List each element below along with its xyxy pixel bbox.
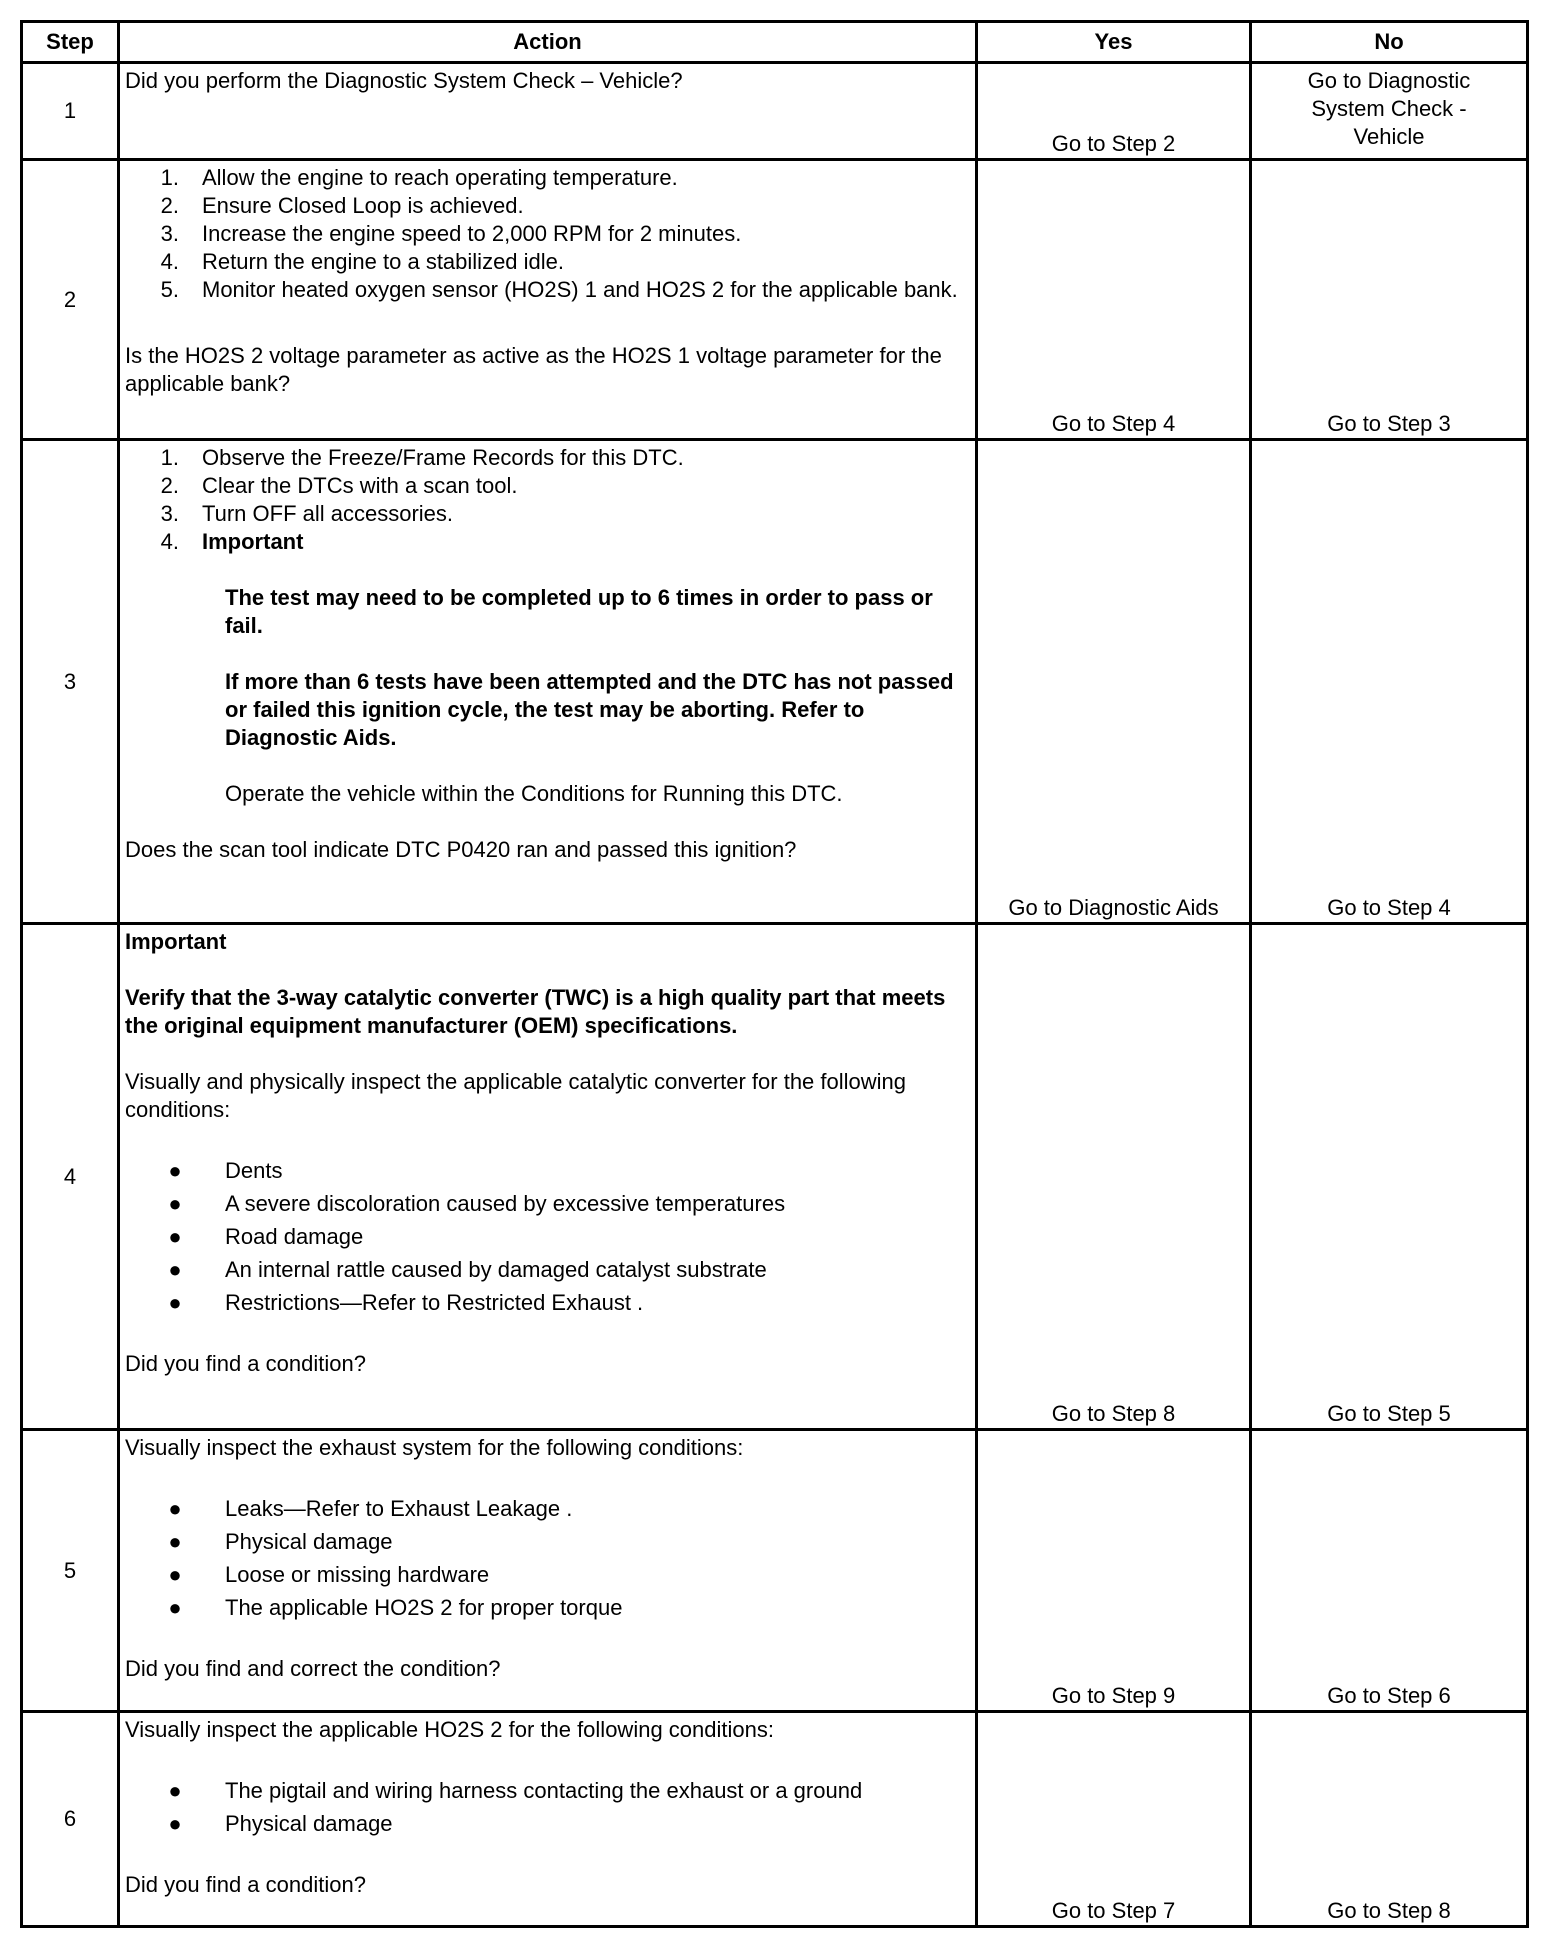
yes-cell: Go to Step 8 (977, 924, 1251, 1430)
list-item (125, 1495, 970, 1523)
item-text: Dents (225, 1158, 283, 1183)
bullet: ● (168, 1529, 182, 1554)
item-text: An internal rattle caused by damaged catalyst substrate (225, 1257, 767, 1282)
no-cell: Go to Step 4 (1251, 440, 1528, 924)
list-item (125, 500, 970, 528)
important-label: Important (202, 529, 304, 554)
step-number: 6 (22, 1712, 119, 1927)
item-number: 1. (160, 165, 179, 190)
item-number: 2. (160, 473, 179, 498)
action-cell (119, 160, 977, 440)
no-cell (1251, 63, 1528, 160)
step-number: 3 (22, 440, 119, 924)
header-action: Action (119, 22, 977, 63)
action-cell (119, 924, 977, 1430)
no-cell: Go to Step 8 (1251, 1712, 1528, 1927)
instruction: Visually and physically inspect the applicable catalytic converter for the following conditions: (125, 1069, 907, 1122)
table-row (22, 440, 1528, 924)
bullet: ● (168, 1595, 182, 1620)
bullet: ● (168, 1562, 182, 1587)
list-item (125, 444, 970, 472)
diagnostic-table (20, 20, 1529, 1928)
item-number: 3. (160, 501, 179, 526)
item-text: Monitor heated oxygen sensor (HO2S) 1 and HO2S 2 for the applicable bank. (202, 277, 958, 302)
item-text: Increase the engine speed to 2,000 RPM for 2 minutes. (202, 221, 742, 246)
list-item (125, 192, 970, 220)
operate-instruction: Operate the vehicle within the Conditions for Running this DTC. (225, 781, 843, 806)
item-text: Observe the Freeze/Frame Records for this DTC. (202, 445, 684, 470)
item-number: 5. (160, 277, 179, 302)
important-label: Important (125, 929, 227, 954)
yes-cell: Go to Step 4 (977, 160, 1251, 440)
header-no: No (1251, 22, 1528, 63)
yes-cell: Go to Step 2 (977, 63, 1251, 160)
question: Did you find a condition? (125, 1351, 366, 1376)
list-item (125, 1528, 970, 1556)
item-number: 4. (160, 249, 179, 274)
list-item (125, 1190, 970, 1218)
list-item (125, 1256, 970, 1284)
bullet: ● (168, 1191, 182, 1216)
question: Did you find and correct the condition? (125, 1656, 501, 1681)
instruction: Visually inspect the exhaust system for the following conditions: (125, 1435, 744, 1460)
list-item (125, 528, 970, 556)
item-text: Physical damage (225, 1529, 393, 1554)
item-text: Allow the engine to reach operating temperature. (202, 165, 678, 190)
item-text: A severe discoloration caused by excessive temperatures (225, 1191, 786, 1216)
item-text: Physical damage (225, 1811, 393, 1836)
step-number: 2 (22, 160, 119, 440)
no-cell: Go to Step 3 (1251, 160, 1528, 440)
header-step: Step (22, 22, 119, 63)
list-item (125, 220, 970, 248)
bullet: ● (168, 1496, 182, 1521)
table-row (22, 63, 1528, 160)
list-item (125, 276, 970, 304)
item-text: The applicable HO2S 2 for proper torque (225, 1595, 623, 1620)
list-item (125, 1289, 970, 1317)
item-text: Clear the DTCs with a scan tool. (202, 473, 518, 498)
item-text: Ensure Closed Loop is achieved. (202, 193, 524, 218)
list-item (125, 1777, 970, 1805)
item-number: 4. (160, 529, 179, 554)
bullet: ● (168, 1811, 182, 1836)
table-row (22, 1712, 1528, 1927)
list-item (125, 248, 970, 276)
yes-cell: Go to Diagnostic Aids (977, 440, 1251, 924)
step-number: 1 (22, 63, 119, 160)
important-note: The test may need to be completed up to 6 times in order to pass or fail. (225, 585, 933, 638)
bullet: ● (168, 1158, 182, 1183)
item-text: Restrictions—Refer to Restricted Exhaust . (225, 1290, 644, 1315)
question: Does the scan tool indicate DTC P0420 ran and passed this ignition? (125, 837, 797, 862)
item-text: Road damage (225, 1224, 364, 1249)
yes-cell: Go to Step 7 (977, 1712, 1251, 1927)
step-number: 5 (22, 1430, 119, 1712)
yes-cell: Go to Step 9 (977, 1430, 1251, 1712)
list-item (125, 1810, 970, 1838)
item-number: 3. (160, 221, 179, 246)
item-text: Leaks—Refer to Exhaust Leakage . (225, 1496, 573, 1521)
no-text: Go to Diagnostic System Check - Vehicle (1307, 68, 1471, 149)
item-number: 1. (160, 445, 179, 470)
list-item (125, 1594, 970, 1622)
important-note: If more than 6 tests have been attempted and the DTC has not passed or failed this ignition cycle, the test may be aborting. Refer to Diagnostic Aids. (225, 669, 954, 750)
list-item (125, 1561, 970, 1589)
item-text: The pigtail and wiring harness contacting the exhaust or a ground (225, 1778, 863, 1803)
list-item (125, 472, 970, 500)
important-note: Verify that the 3-way catalytic converter (TWC) is a high quality part that meets the original equipment manufacturer (OEM) specifications. (125, 985, 946, 1038)
list-item (125, 1157, 970, 1185)
no-cell: Go to Step 5 (1251, 924, 1528, 1430)
action-cell (119, 440, 977, 924)
header-row (22, 22, 1528, 63)
table-row (22, 1430, 1528, 1712)
item-text: Loose or missing hardware (225, 1562, 490, 1587)
item-number: 2. (160, 193, 179, 218)
header-yes: Yes (977, 22, 1251, 63)
question: Did you find a condition? (125, 1872, 366, 1897)
item-text: Turn OFF all accessories. (202, 501, 454, 526)
action-cell (119, 1712, 977, 1927)
bullet: ● (168, 1290, 182, 1315)
question: Is the HO2S 2 voltage parameter as active as the HO2S 1 voltage parameter for the applicable bank? (125, 343, 942, 396)
instruction: Visually inspect the applicable HO2S 2 for the following conditions: (125, 1717, 774, 1742)
step-number: 4 (22, 924, 119, 1430)
bullet: ● (168, 1257, 182, 1282)
action-cell (119, 1430, 977, 1712)
bullet: ● (168, 1778, 182, 1803)
item-text: Return the engine to a stabilized idle. (202, 249, 565, 274)
bullet: ● (168, 1224, 182, 1249)
list-item (125, 1223, 970, 1251)
table-row (22, 924, 1528, 1430)
no-cell: Go to Step 6 (1251, 1430, 1528, 1712)
table-row (22, 160, 1528, 440)
question: Did you perform the Diagnostic System Check – Vehicle? (125, 68, 683, 93)
action-cell (119, 63, 977, 160)
list-item (125, 164, 970, 192)
